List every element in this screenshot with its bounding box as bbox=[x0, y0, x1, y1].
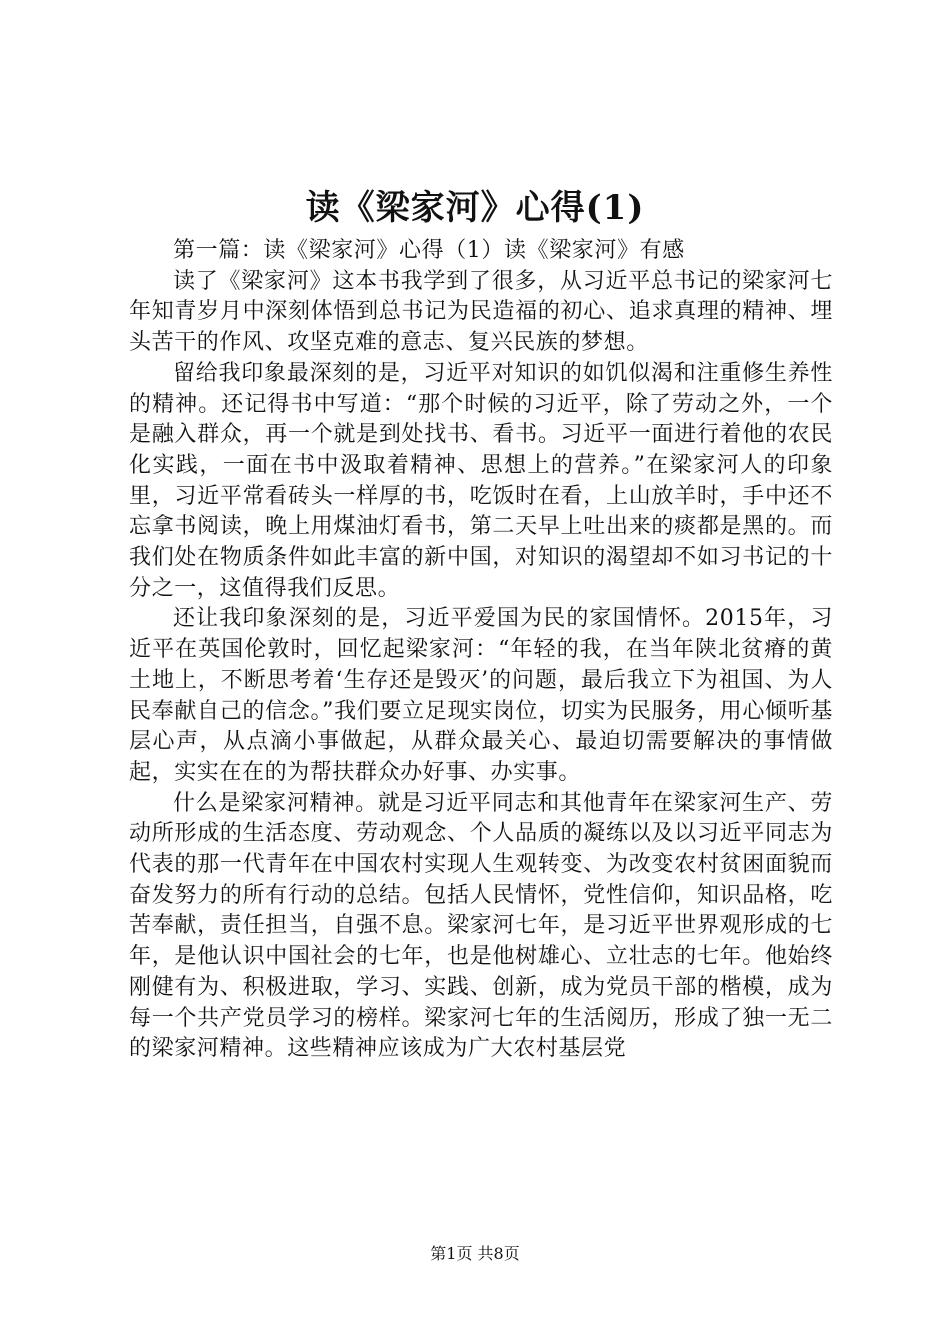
body-paragraph: 读了《梁家河》这本书我学到了很多，从习近平总书记的梁家河七年知青岁月中深刻体悟到总书记为民造福的初心、追求真理的精神、埋头苦干的作风、攻坚克难的意志、复兴民族的梦想。 bbox=[129, 268, 833, 356]
document-title: 读《梁家河》心得(1) bbox=[305, 188, 645, 228]
body-paragraph: 什么是梁家河精神。就是习近平同志和其他青年在梁家河生产、劳动所形成的生活态度、劳动观念、个人品质的凝练以及以习近平同志为代表的那一代青年在中国农村实现人生观转变、为改变农村贫困面貌而奋发努力的所有行动的总结。包括人民情怀，党性信仰，知识品格，吃苦奉献，责任担当，自强不息。梁家河七年，是习近平世界观形成的七年，是他认识中国社会的七年，也是他树雄心、立壮志的七年。他始终刚健有为、积极进取，学习、实践、创新，成为党员干部的楷模，成为每一个共产党员学习的榜样。梁家河七年的生活阅历，形成了独一无二的梁家河精神。这些精神应该成为广大农村基层党 bbox=[129, 790, 833, 1062]
section-heading: 第一篇：读《梁家河》心得（1）读《梁家河》有感 bbox=[173, 238, 685, 263]
document-body bbox=[129, 236, 833, 1065]
page-footer: 第1页 共8页 bbox=[430, 1244, 520, 1263]
body-paragraph: 还让我印象深刻的是，习近平爱国为民的家国情怀。2015年，习近平在英国伦敦时，回忆起梁家河：“年轻的我，在当年陕北贫瘠的黄土地上，不断思考着‘生存还是毁灭’的问题，最后我立下为祖国、为人民奉献自己的信念。”我们要立足现实岗位，切实为民服务，用心倾听基层心声，从点滴小事做起，从群众最关心、最迫切需要解决的事情做起，实实在在的为帮扶群众办好事、办实事。 bbox=[129, 606, 833, 785]
body-paragraph: 留给我印象最深刻的是，习近平对知识的如饥似渴和注重修生养性的精神。还记得书中写道：“那个时候的习近平，除了劳动之外，一个是融入群众，再一个就是到处找书、看书。习近平一面进行着他的农民化实践，一面在书中汲取着精神、思想上的营养。”在梁家河人的印象里，习近平常看砖头一样厚的书，吃饭时在看，上山放羊时，手中还不忘拿书阅读，晚上用煤油灯看书，第二天早上吐出来的痰都是黑的。而我们处在物质条件如此丰富的新中国，对知识的渴望却不如习书记的十分之一，这值得我们反思。 bbox=[129, 360, 833, 601]
